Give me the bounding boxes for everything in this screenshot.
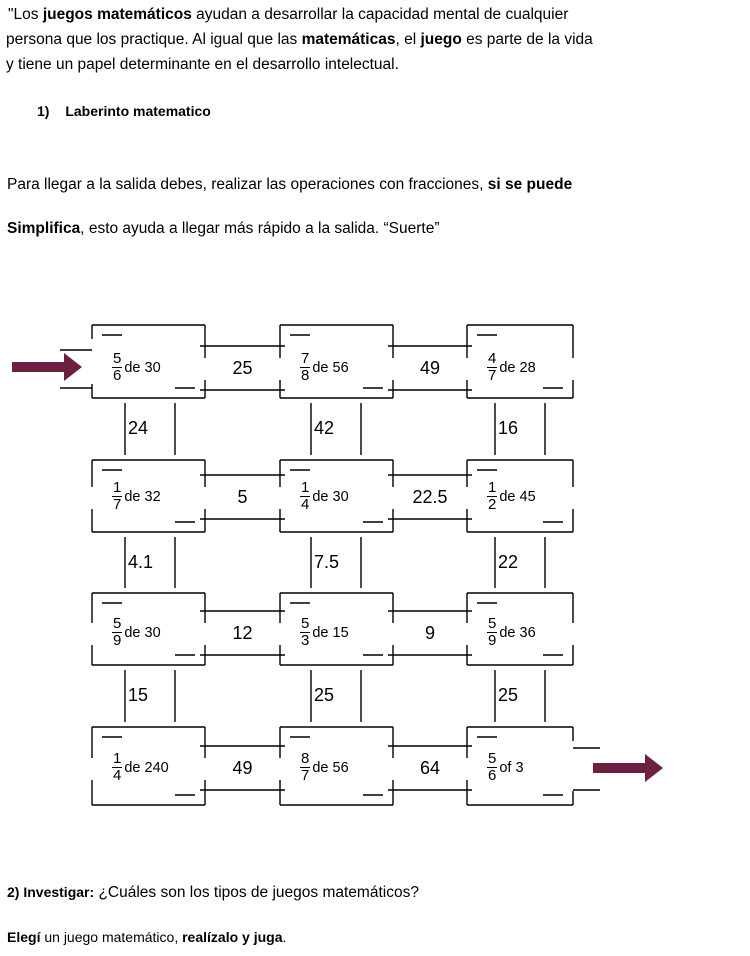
intro-text: ayudan a desarrollar la capacidad mental de cualquier [191,6,569,23]
fraction [112,351,122,384]
closing-line [7,929,286,945]
fraction-of-text: de 45 [499,488,536,505]
fraction-of-text: de 240 [124,759,169,776]
fraction-numerator: 1 [301,479,310,496]
fraction-denominator: 2 [488,496,497,513]
fraction-numerator: 5 [488,615,497,632]
instructions-bold-text: Simplifica [7,220,81,237]
instructions-text: Para llegar a la salida debes, realizar las operaciones con fracciones, [7,176,488,193]
fraction [487,480,497,513]
exit-arrow-icon [593,754,663,782]
corridor-value: 4.1 [128,551,154,572]
closing-bold-text: Elegí [7,929,41,945]
fraction-denominator: 3 [301,632,310,649]
corridor-value: 25 [314,685,335,705]
fraction-of-text: de 32 [124,488,161,505]
corridor-value: 5 [237,487,248,507]
intro-text: , el [395,31,421,48]
fraction-denominator: 7 [113,496,122,513]
corridor-value: 22.5 [412,487,448,507]
intro-text: es parte de la vida [461,31,593,48]
fraction-numerator: 5 [113,350,122,367]
fraction-of-text: de 56 [312,759,349,776]
fraction-of-text: de 30 [312,488,349,505]
fraction-denominator: 7 [301,767,310,784]
entry-arrow-icon [12,353,82,381]
fraction-numerator: 5 [488,750,497,767]
fraction-of-text: de 56 [312,359,349,376]
fraction-of-text: de 30 [124,359,161,376]
closing-text: un juego matemático, [40,929,183,945]
corridor-value: 42 [314,418,335,438]
fraction-cell [112,751,169,784]
fraction-numerator: 1 [488,479,497,496]
fraction-denominator: 9 [113,632,122,649]
fraction-cell [487,351,536,384]
intro-bold-text: juegos matemáticos [42,6,192,23]
corridor-value: 16 [498,418,519,438]
corridor-value: 64 [419,758,441,778]
instructions-bold-text: si se puede [487,176,573,193]
fraction-cell [300,751,349,784]
fraction-denominator: 4 [301,496,310,513]
section-2-line [7,884,419,902]
fraction [487,751,497,784]
section-1-number: 1) [37,103,50,119]
fraction-of-text: de 28 [499,359,536,376]
fraction-numerator: 5 [301,615,310,632]
fraction-numerator: 4 [488,350,497,367]
corridor-value: 24 [128,418,149,438]
fraction-cell [487,751,524,784]
intro-text: "Los [8,6,43,23]
corridor-value: 12 [232,623,253,643]
section-1-title: Laberinto matematico [65,103,211,119]
corridor-value: 25 [498,685,519,705]
fraction-cell [300,351,349,384]
fraction-numerator: 1 [113,479,122,496]
fraction-cell [112,616,161,649]
fraction-of-text: de 30 [124,624,161,641]
section-2-label: 2) Investigar: [7,884,95,900]
closing-bold-text: realízalo y juga [182,929,283,945]
fraction-denominator: 8 [301,367,310,384]
corridor-value: 9 [424,623,435,643]
fraction-numerator: 5 [113,615,122,632]
instructions-text: , esto ayuda a llegar más rápido a la salida. “Suerte” [80,220,440,237]
fraction-denominator: 6 [113,367,122,384]
intro-bold-text: juego [420,31,462,48]
fraction-of-text: de 36 [499,624,536,641]
fraction-of-text: of 3 [499,759,524,776]
corridor-value: 7.5 [314,551,340,572]
fraction [487,616,497,649]
fraction-denominator: 9 [488,632,497,649]
fraction-cell [300,480,349,513]
fraction [112,751,122,784]
fraction [300,480,310,513]
corridor-value: 25 [232,358,253,378]
fraction-cell [112,480,161,513]
intro-text: persona que los practique. Al igual que las [6,31,302,48]
fraction [300,616,310,649]
section-2-question: ¿Cuáles son los tipos de juegos matemáticos? [94,884,419,901]
fraction-cell [112,351,161,384]
fraction-numerator: 1 [113,750,122,767]
fraction-numerator: 7 [301,350,310,367]
fraction-cell [487,480,536,513]
fraction-denominator: 7 [488,367,497,384]
fraction-cell [300,616,349,649]
corridor-value: 49 [419,358,441,378]
fraction [112,480,122,513]
intro-bold-text: matemáticas [301,31,396,48]
fraction-numerator: 8 [301,750,310,767]
fraction [112,616,122,649]
fraction-denominator: 4 [113,767,122,784]
closing-text: . [282,929,287,945]
fraction-of-text: de 15 [312,624,349,641]
corridor-value: 22 [498,551,519,572]
corridor-value: 15 [128,685,149,705]
fraction-cell [487,616,536,649]
corridor-value: 49 [232,758,253,778]
intro-line-3: y tiene un papel determinante en el desarrollo intelectual. [6,56,399,73]
fraction-denominator: 6 [488,767,497,784]
fraction [487,351,497,384]
fraction [300,751,310,784]
fraction [300,351,310,384]
